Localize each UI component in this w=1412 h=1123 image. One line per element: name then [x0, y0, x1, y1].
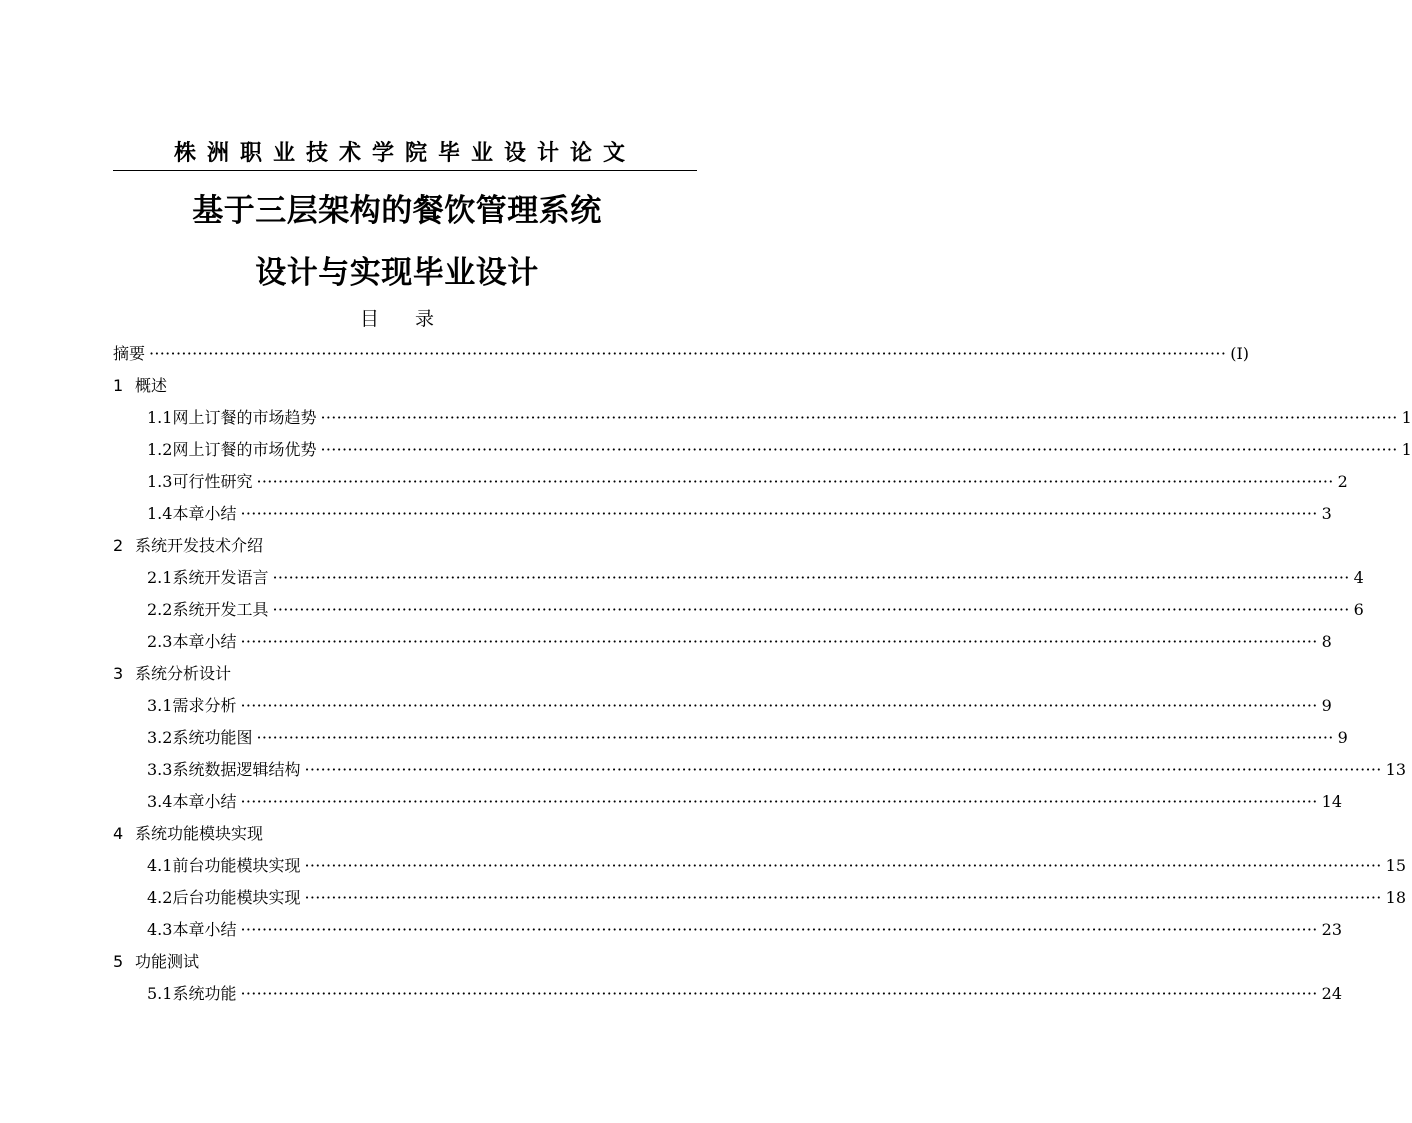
toc-section-number: 1.2 — [147, 440, 173, 459]
toc-section-number: 3.1 — [147, 696, 173, 715]
toc-abstract-entry[interactable] — [113, 340, 1250, 368]
toc-section-entry[interactable] — [147, 692, 1332, 720]
toc-chapter-number: 4 — [113, 824, 124, 843]
toc-section-number: 3.4 — [147, 792, 173, 811]
toc-section-entry[interactable] — [147, 468, 1348, 496]
toc-chapter-entry[interactable] — [113, 820, 690, 848]
toc-section-page: 9 — [1337, 728, 1348, 747]
toc-section-label: 本章小结 — [172, 792, 237, 811]
toc-section-label: 本章小结 — [172, 632, 237, 651]
dot-leader: ········································································································································································································ — [240, 632, 1318, 651]
toc-section-number: 2.1 — [147, 568, 173, 587]
toc-section-entry[interactable] — [147, 916, 1343, 944]
toc-section-number: 5.1 — [147, 984, 173, 1003]
toc-section-label: 系统功能图 — [172, 728, 253, 747]
toc-chapter-entry[interactable] — [113, 660, 690, 688]
dot-leader: ········································································································································································································ — [272, 568, 1350, 587]
toc-section-label: 后台功能模块实现 — [172, 888, 301, 907]
toc-section-label: 网上订餐的市场优势 — [172, 440, 317, 459]
toc-section-number: 2.2 — [147, 600, 173, 619]
toc-chapter-label: 功能测试 — [135, 952, 200, 971]
toc-section-number: 4.1 — [147, 856, 173, 875]
toc-section-label: 网上订餐的市场趋势 — [172, 408, 317, 427]
toc-section-page: 1 — [1401, 440, 1412, 459]
toc-section-page: 23 — [1321, 920, 1343, 939]
title-line-1: 基于三层架构的餐饮管理系统 — [192, 193, 602, 229]
toc-section-page: 14 — [1321, 792, 1343, 811]
toc-section-label: 可行性研究 — [172, 472, 253, 491]
toc-section-page: 6 — [1353, 600, 1364, 619]
toc-section-number: 1.3 — [147, 472, 173, 491]
toc-section-label: 系统开发工具 — [172, 600, 269, 619]
toc-section-label: 本章小结 — [172, 504, 237, 523]
toc-section-entry[interactable] — [147, 628, 1332, 656]
dot-leader: ········································································································································································································ — [240, 920, 1318, 939]
toc-section-entry[interactable] — [147, 500, 1332, 528]
toc-section-number: 2.3 — [147, 632, 173, 651]
toc-chapter-number: 1 — [113, 376, 124, 395]
toc-section-number: 1.1 — [147, 408, 173, 427]
toc-section-number: 4.3 — [147, 920, 173, 939]
dot-leader: ········································································································································································································ — [304, 888, 1382, 907]
toc-section-page: 3 — [1321, 504, 1332, 523]
toc-section-label: 系统功能 — [172, 984, 237, 1003]
toc-section-entry[interactable] — [147, 404, 1412, 432]
dot-leader: ········································································································································································································ — [256, 472, 1334, 491]
toc-chapter-label: 概述 — [135, 376, 168, 395]
toc-section-label: 系统开发语言 — [172, 568, 269, 587]
toc-section-entry[interactable] — [147, 980, 1343, 1008]
toc-section-number: 3.2 — [147, 728, 173, 747]
toc-section-page: 4 — [1353, 568, 1364, 587]
toc-section-entry[interactable] — [147, 788, 1343, 816]
toc-section-page: 9 — [1321, 696, 1332, 715]
dot-leader: ········································································································································································································ — [240, 696, 1318, 715]
dot-leader: ········································································································································································································ — [320, 408, 1398, 427]
dot-leader: ········································································································································································································ — [256, 728, 1334, 747]
toc-section-number: 3.3 — [147, 760, 173, 779]
toc-section-number: 4.2 — [147, 888, 173, 907]
toc-section-label: 本章小结 — [172, 920, 237, 939]
dot-leader: ········································································································································································································ — [272, 600, 1350, 619]
toc-chapter-entry[interactable] — [113, 948, 690, 976]
toc-chapter-entry[interactable] — [113, 532, 690, 560]
toc-section-page: 13 — [1385, 760, 1407, 779]
dot-leader: ········································································································································································································ — [240, 504, 1318, 523]
dot-leader: ········································································································································································································ — [149, 344, 1227, 363]
dot-leader: ········································································································································································································ — [240, 792, 1318, 811]
toc-section-page: 1 — [1401, 408, 1412, 427]
toc-chapter-label: 系统开发技术介绍 — [135, 536, 264, 555]
toc-abstract-page: (I) — [1230, 344, 1250, 363]
toc-section-entry[interactable] — [147, 436, 1412, 464]
toc-section-entry[interactable] — [147, 724, 1348, 752]
toc-chapter-label: 系统分析设计 — [135, 664, 232, 683]
toc-abstract-label: 摘要 — [113, 344, 146, 363]
toc-chapter-number: 2 — [113, 536, 124, 555]
toc-section-page: 18 — [1385, 888, 1407, 907]
toc-section-label: 前台功能模块实现 — [172, 856, 301, 875]
toc-chapter-label: 系统功能模块实现 — [135, 824, 264, 843]
header-rule — [113, 170, 697, 171]
dot-leader: ········································································································································································································ — [240, 984, 1318, 1003]
toc-section-entry[interactable] — [147, 852, 1407, 880]
dot-leader: ········································································································································································································ — [304, 856, 1382, 875]
toc-section-entry[interactable] — [147, 884, 1407, 912]
dot-leader: ········································································································································································································ — [304, 760, 1382, 779]
toc-chapter-entry[interactable] — [113, 372, 690, 400]
toc-section-label: 系统数据逻辑结构 — [172, 760, 301, 779]
document-header: 株洲职业技术学院毕业设计论文 — [173, 140, 636, 166]
toc-section-page: 8 — [1321, 632, 1332, 651]
toc-section-page: 15 — [1385, 856, 1407, 875]
toc-heading: 目录 — [359, 308, 470, 330]
toc-section-page: 24 — [1321, 984, 1343, 1003]
toc-section-number: 1.4 — [147, 504, 173, 523]
toc-chapter-number: 3 — [113, 664, 124, 683]
toc-section-label: 需求分析 — [172, 696, 237, 715]
toc-section-entry[interactable] — [147, 596, 1364, 624]
toc-section-entry[interactable] — [147, 564, 1364, 592]
dot-leader: ········································································································································································································ — [320, 440, 1398, 459]
toc-section-page: 2 — [1337, 472, 1348, 491]
toc-chapter-number: 5 — [113, 952, 124, 971]
toc-section-entry[interactable] — [147, 756, 1407, 784]
title-line-2: 设计与实现毕业设计 — [255, 255, 539, 291]
